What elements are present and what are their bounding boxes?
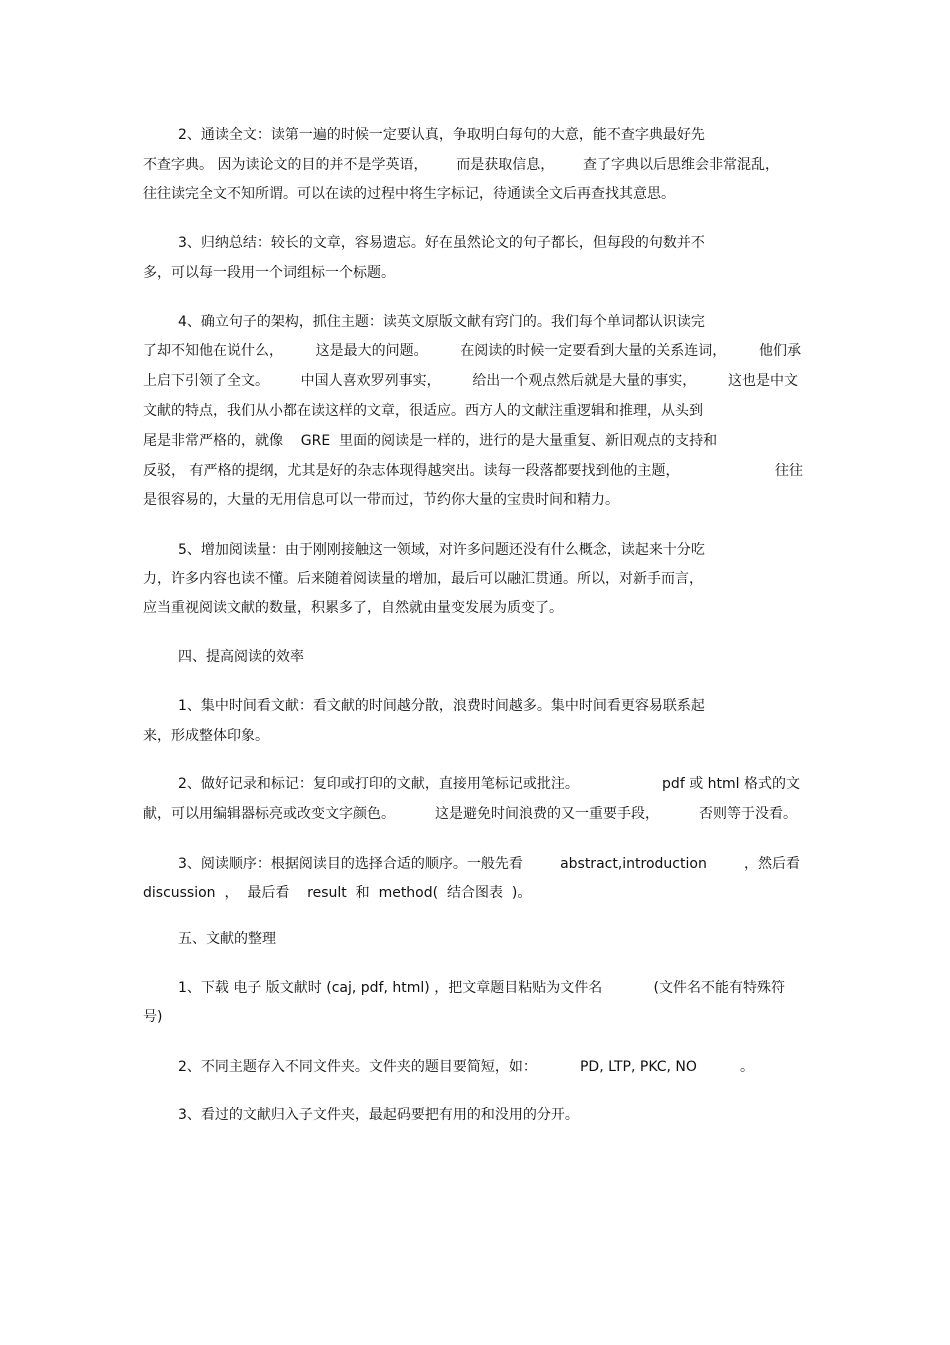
text-segment: 他们承 — [758, 343, 801, 359]
s4-item-3-line-1 — [178, 855, 800, 873]
section-five-heading: 五、文献的整理 — [178, 931, 276, 947]
text-segment: 1、下载 电子 版文献时 (caj, pdf, html) ，把文章题目粘贴为文件名 — [178, 980, 603, 996]
text-segment: 3、阅读顺序：根据阅读目的选择合适的顺序。一般先看 — [178, 856, 523, 872]
text-segment: 否则等于没看。 — [699, 806, 797, 822]
para-4-line-4: 文献的特点，我们从小都在读这样的文章，很适应。西方人的文献注重逻辑和推理，从头到 — [143, 403, 703, 419]
text-segment: abstract,introduction — [560, 856, 707, 872]
s4-item-1-line-1: 1、集中时间看文献：看文献的时间越分散，浪费时间越多。集中时间看更容易联系起 — [178, 698, 705, 714]
s5-item-1-line-1 — [178, 979, 785, 997]
text-segment: 。 — [739, 1059, 754, 1075]
para-3-line-2: 多，可以每一段用一个词组标一个标题。 — [143, 265, 395, 281]
text-segment: ，然后看 — [743, 856, 800, 872]
text-segment: 查了字典以后思维会非常混乱， — [582, 157, 779, 173]
text-segment: (文件名不能有特殊符 — [653, 980, 785, 996]
text-segment: 这是最大的问题。 — [315, 343, 428, 359]
para-5-line-2: 力，许多内容也读不懂。后来随着阅读量的增加，最后可以融汇贯通。所以，对新手而言， — [143, 571, 703, 587]
s5-item-3-line-1: 3、看过的文献归入子文件夹，最起码要把有用的和没用的分开。 — [178, 1107, 579, 1123]
text-segment: 给出一个观点然后就是大量的事实， — [472, 373, 697, 389]
section-four-heading: 四、提高阅读的效率 — [178, 649, 304, 665]
text-segment: 而是获取信息， — [456, 157, 555, 173]
s5-item-2-line-1 — [178, 1058, 754, 1076]
text-segment: 上启下引领了全文。 — [143, 373, 269, 389]
s4-item-2-line-2 — [143, 805, 797, 823]
text-segment: pdf 或 html 格式的文 — [662, 776, 800, 792]
s4-item-3-line-2: discussion ， 最后看 result 和 method( 结合图表 )。 — [143, 885, 532, 901]
para-3-line-1: 3、归纳总结：较长的文章，容易遗忘。好在虽然论文的句子都长，但每段的句数并不 — [178, 235, 705, 251]
para-4-line-3 — [143, 372, 798, 390]
text-segment: 反驳， 有严格的提纲，尤其是好的杂志体现得越突出。读每一段落都要找到他的主题， — [143, 463, 680, 479]
text-segment: 献，可以用编辑器标亮或改变文字颜色。 — [143, 806, 395, 822]
para-5-line-1: 5、增加阅读量：由于刚刚接触这一领域，对许多问题还没有什么概念，读起来十分吃 — [178, 542, 705, 558]
text-segment: 2、不同主题存入不同文件夹。文件夹的题目要简短，如： — [178, 1059, 537, 1075]
text-segment: 往往 — [775, 463, 803, 479]
text-segment: 不查字典。 因为读论文的目的并不是学英语， — [143, 157, 428, 173]
para-2-line-1: 2、通读全文：读第一遍的时候一定要认真，争取明白每句的大意，能不查字典最好先 — [178, 127, 705, 143]
s4-item-2-line-1 — [178, 775, 800, 793]
text-segment: 中国人喜欢罗列事实， — [300, 373, 441, 389]
text-segment: 这也是中文 — [727, 373, 798, 389]
para-4-line-6 — [143, 462, 803, 480]
s5-item-1-line-2: 号) — [143, 1009, 163, 1025]
para-2-line-2 — [143, 156, 779, 174]
para-4-line-1: 4、确立句子的架构，抓住主题：读英文原版文献有窍门的。我们每个单词都认识读完 — [178, 314, 705, 330]
text-segment: PD, LTP, PKC, NO — [579, 1059, 697, 1075]
para-2-line-3: 往往读完全文不知所谓。可以在读的过程中将生字标记，待通读全文后再查找其意思。 — [143, 186, 675, 202]
para-4-line-2 — [143, 342, 801, 360]
text-segment: 在阅读的时候一定要看到大量的关系连词， — [460, 343, 727, 359]
s4-item-1-line-2: 来，形成整体印象。 — [143, 728, 269, 744]
text-segment: 2、做好记录和标记：复印或打印的文献，直接用笔标记或批注。 — [178, 776, 579, 792]
para-4-line-5: 尾是非常严格的，就像 GRE 里面的阅读是一样的，进行的是大量重复、新旧观点的支持和 — [143, 433, 718, 449]
para-4-line-7: 是很容易的，大量的无用信息可以一带而过，节约你大量的宝贵时间和精力。 — [143, 492, 619, 508]
text-segment: 了却不知他在说什么， — [143, 343, 283, 359]
para-5-line-3: 应当重视阅读文献的数量，积累多了，自然就由量变发展为质变了。 — [143, 600, 563, 616]
text-segment: 这是避免时间浪费的又一重要手段， — [435, 806, 659, 822]
